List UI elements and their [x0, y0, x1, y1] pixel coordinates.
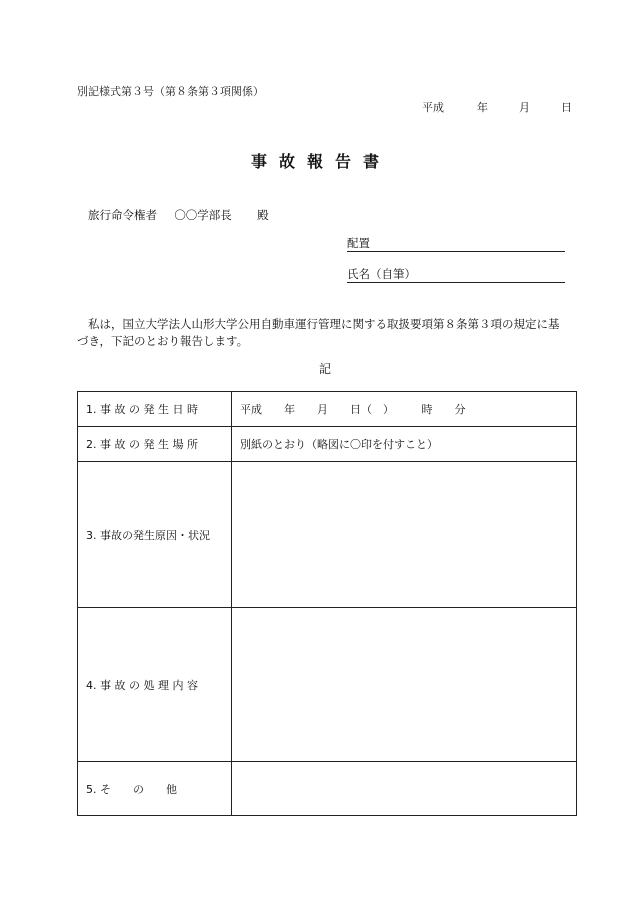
- ki-heading: 記: [318, 362, 331, 376]
- form-number: 別記様式第３号（第８条第３項関係）: [77, 85, 264, 98]
- row-label-occurrence-datetime: 1. 事 故 の 発 生 日 時: [78, 392, 232, 427]
- row-label-other: 5. そ の 他: [78, 762, 232, 816]
- occurrence-place-field[interactable]: 別紙のとおり（略図に〇印を付すこと）: [232, 427, 577, 462]
- name-label: 氏名（自筆）: [347, 267, 416, 281]
- body-text: 私は，国立大学法人山形大学公用自動車運行管理に関する取扱要項第８条第３項の規定に基づき，下記のとおり報告します。: [77, 317, 560, 348]
- row-label-occurrence-place: 2. 事 故 の 発 生 場 所: [78, 427, 232, 462]
- addressee: [88, 207, 269, 223]
- addressee-name: 〇〇学部長: [174, 208, 232, 222]
- addressee-honorific: 殿: [257, 208, 269, 222]
- date-era: 平成: [422, 101, 444, 114]
- table-row: [78, 462, 577, 608]
- handling-field[interactable]: [232, 608, 577, 762]
- row-label-handling: 4. 事 故 の 処 理 内 容: [78, 608, 232, 762]
- row-label-cause-situation: 3. 事故の発生原因・状況: [78, 462, 232, 608]
- table-row: [78, 392, 577, 427]
- report-date: [422, 99, 572, 115]
- table-row: [78, 427, 577, 462]
- name-signature-field[interactable]: [347, 266, 565, 283]
- cause-situation-field[interactable]: [232, 462, 577, 608]
- date-year: 年: [477, 101, 488, 114]
- occurrence-datetime-field[interactable]: 平成 年 月 日（ ） 時 分: [232, 392, 577, 427]
- affiliation-label: 配置: [347, 236, 370, 250]
- affiliation-field[interactable]: [347, 235, 565, 252]
- other-field[interactable]: [232, 762, 577, 816]
- addressee-label: 旅行命令権者: [88, 208, 157, 222]
- table-row: [78, 762, 577, 816]
- date-day: 日: [561, 101, 572, 114]
- report-table: [77, 391, 577, 816]
- document-title: 事故報告書: [250, 152, 391, 171]
- table-row: [78, 608, 577, 762]
- date-month: 月: [519, 101, 530, 114]
